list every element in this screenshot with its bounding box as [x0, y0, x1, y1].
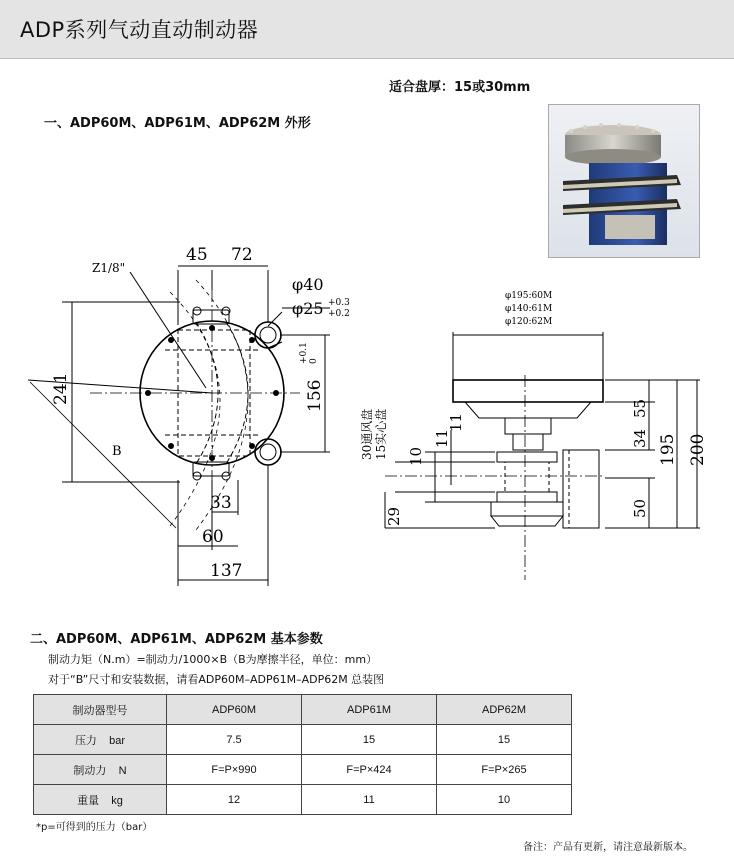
product-photo	[548, 104, 700, 258]
brake-photo-illustration	[549, 105, 699, 257]
disc-label-ventilated: 30通风盘	[360, 408, 374, 460]
table-header-row	[34, 695, 572, 725]
table-cell: 15	[437, 725, 572, 755]
table-header-cell: ADP60M	[167, 695, 302, 725]
B-dimension-note: 对于“B”尺寸和安装数据，请看ADP60M–ADP61M–ADP62M 总装图	[48, 673, 385, 686]
table-header-cell: ADP62M	[437, 695, 572, 725]
dim-34: 34	[631, 428, 649, 448]
table-cell: F=P×265	[437, 755, 572, 785]
dim-195: 195	[658, 433, 678, 466]
table-cell: 11	[302, 785, 437, 815]
dim-phi40: φ40	[292, 275, 324, 294]
front-view-drawing	[0, 230, 360, 590]
table-cell: 15	[302, 725, 437, 755]
torque-formula-note: 制动力矩（N.m）=制动力/1000×B（B为摩擦半径，单位：mm）	[48, 653, 378, 666]
dim-55: 55	[631, 398, 649, 418]
tol-156-lower: 0	[309, 358, 319, 364]
dim-200: 200	[688, 433, 708, 466]
table-cell: 10	[437, 785, 572, 815]
table-cell: 12	[167, 785, 302, 815]
dim-B: B	[112, 444, 122, 459]
disc-thickness-note: 适合盘厚：15或30mm	[389, 80, 531, 95]
dim-33: 33	[210, 493, 232, 513]
table-header-cell: ADP61M	[302, 695, 437, 725]
dim-11a: 11	[433, 428, 451, 448]
page-title: ADP系列气动直动制动器	[20, 18, 259, 42]
dim-45: 45	[186, 245, 208, 265]
dim-156: 156	[305, 379, 325, 412]
table-cell: 重量 kg	[34, 785, 167, 815]
diameter-61m: φ140:61M	[505, 304, 553, 314]
table-cell: 7.5	[167, 725, 302, 755]
side-view-drawing	[355, 280, 730, 590]
dim-241: 241	[51, 372, 71, 405]
dim-29: 29	[385, 506, 403, 526]
parameter-table	[33, 694, 572, 815]
tol-phi25-upper: +0.3	[328, 298, 350, 308]
mounting-ring-bottom	[255, 439, 281, 465]
diameter-60m: φ195:60M	[505, 291, 553, 301]
table-cell: 制动力 N	[34, 755, 167, 785]
section-outline-title: 一、ADP60M、ADP61M、ADP62M 外形	[44, 116, 311, 131]
diameter-62m: φ120:62M	[505, 317, 553, 327]
table-cell: 压力 bar	[34, 725, 167, 755]
table-row	[34, 725, 572, 755]
tol-156-upper: +0.1	[299, 342, 309, 364]
table-cell: F=P×990	[167, 755, 302, 785]
dim-60: 60	[202, 527, 224, 547]
dim-50: 50	[631, 498, 649, 518]
dim-phi25: φ25	[292, 299, 324, 318]
table-header-cell: 制动器型号	[34, 695, 167, 725]
update-note: 备注：产品有更新，请注意最新版本。	[523, 842, 693, 853]
table-cell: F=P×424	[302, 755, 437, 785]
dim-137: 137	[210, 561, 243, 581]
dim-10: 10	[407, 446, 425, 466]
tol-phi25-lower: +0.2	[328, 309, 350, 319]
pressure-footnote: *p=可得到的压力（bar）	[36, 822, 153, 833]
table-row	[34, 755, 572, 785]
dim-72: 72	[231, 245, 253, 265]
dim-11b: 11	[447, 412, 465, 432]
page-header	[0, 0, 734, 59]
dim-thread: Z1/8"	[92, 261, 126, 275]
table-row	[34, 785, 572, 815]
disc-label-solid: 15实心盘	[374, 408, 388, 460]
section-params-title: 二、ADP60M、ADP61M、ADP62M 基本参数	[30, 632, 323, 647]
